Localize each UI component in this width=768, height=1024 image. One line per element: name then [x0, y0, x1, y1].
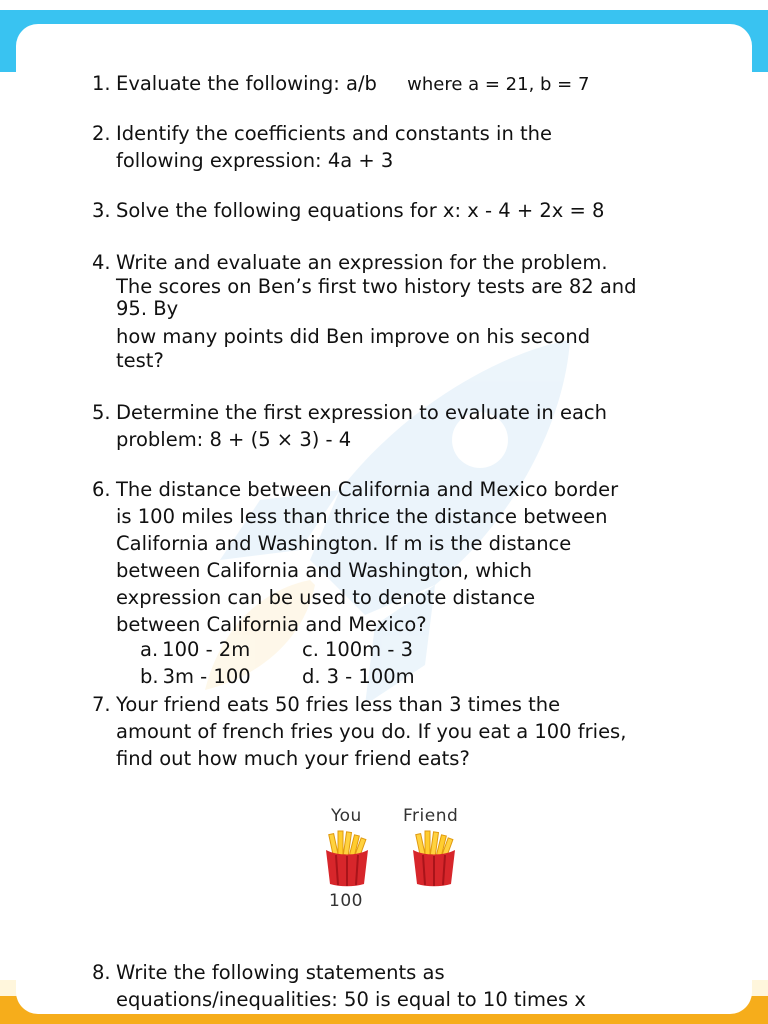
question-text: Solve the following equations for x: x - 4 + 2x = 8	[116, 199, 605, 222]
question-line: 95. By	[116, 297, 179, 320]
question-line: Write the following statements as	[116, 961, 445, 984]
question-line: Write and evaluate an expression for the problem.	[116, 251, 608, 274]
question-line: between California and Washington, which	[116, 559, 532, 582]
question-text: Evaluate the following: a/b	[116, 72, 377, 95]
question-line: California and Washington. If m is the distance	[116, 532, 572, 555]
question-line: between California and Mexico?	[116, 613, 427, 636]
question-3	[92, 197, 692, 224]
question-line: The distance between California and Mexico border	[116, 478, 619, 501]
question-number: 6.	[92, 478, 111, 501]
question-5	[92, 399, 692, 453]
question-4	[92, 249, 692, 371]
you-label: You	[331, 806, 362, 826]
question-line: problem: 8 + (5 × 3) - 4	[116, 428, 352, 451]
question-number: 4.	[92, 251, 111, 274]
option-c[interactable]: c. 100m - 3	[302, 638, 413, 661]
question-line: amount of french fries you do. If you eat a 100 fries,	[116, 720, 627, 743]
question-8	[92, 959, 692, 1013]
question-1	[92, 70, 692, 98]
question-line: equations/inequalities: 50 is equal to 10 times x	[116, 988, 586, 1011]
question-line: expression can be used to denote distance	[116, 586, 536, 609]
question-2	[92, 120, 692, 174]
answer-options	[140, 636, 460, 692]
question-number: 2.	[92, 122, 111, 145]
question-line: Determine the first expression to evaluate in each	[116, 401, 608, 424]
you-fries-count: 100	[329, 891, 363, 911]
question-line: find out how much your friend eats?	[116, 747, 470, 770]
question-line: is 100 miles less than thrice the distance between	[116, 505, 608, 528]
question-line: test?	[116, 349, 164, 372]
question-line: Your friend eats 50 fries less than 3 times the	[116, 693, 561, 716]
question-number: 3.	[92, 199, 111, 222]
question-line: following expression: 4a + 3	[116, 149, 394, 172]
question-number: 7.	[92, 693, 111, 716]
question-line: how many points did Ben improve on his second	[116, 325, 591, 348]
question-number: 8.	[92, 961, 111, 984]
question-number: 5.	[92, 401, 111, 424]
fries-icon	[409, 830, 459, 888]
question-7	[92, 691, 692, 772]
option-d[interactable]: d. 3 - 100m	[302, 665, 415, 688]
option-a[interactable]: a. 100 - 2m	[140, 638, 251, 661]
fries-icon	[322, 830, 372, 888]
friend-label: Friend	[403, 806, 459, 826]
question-values: where a = 21, b = 7	[407, 74, 590, 95]
option-b[interactable]: b. 3m - 100	[140, 665, 251, 688]
question-6	[92, 476, 692, 638]
question-line: Identify the coefficients and constants in the	[116, 122, 552, 145]
question-line: The scores on Ben’s first two history tests are 82 and	[116, 275, 637, 298]
question-number: 1.	[92, 72, 111, 95]
